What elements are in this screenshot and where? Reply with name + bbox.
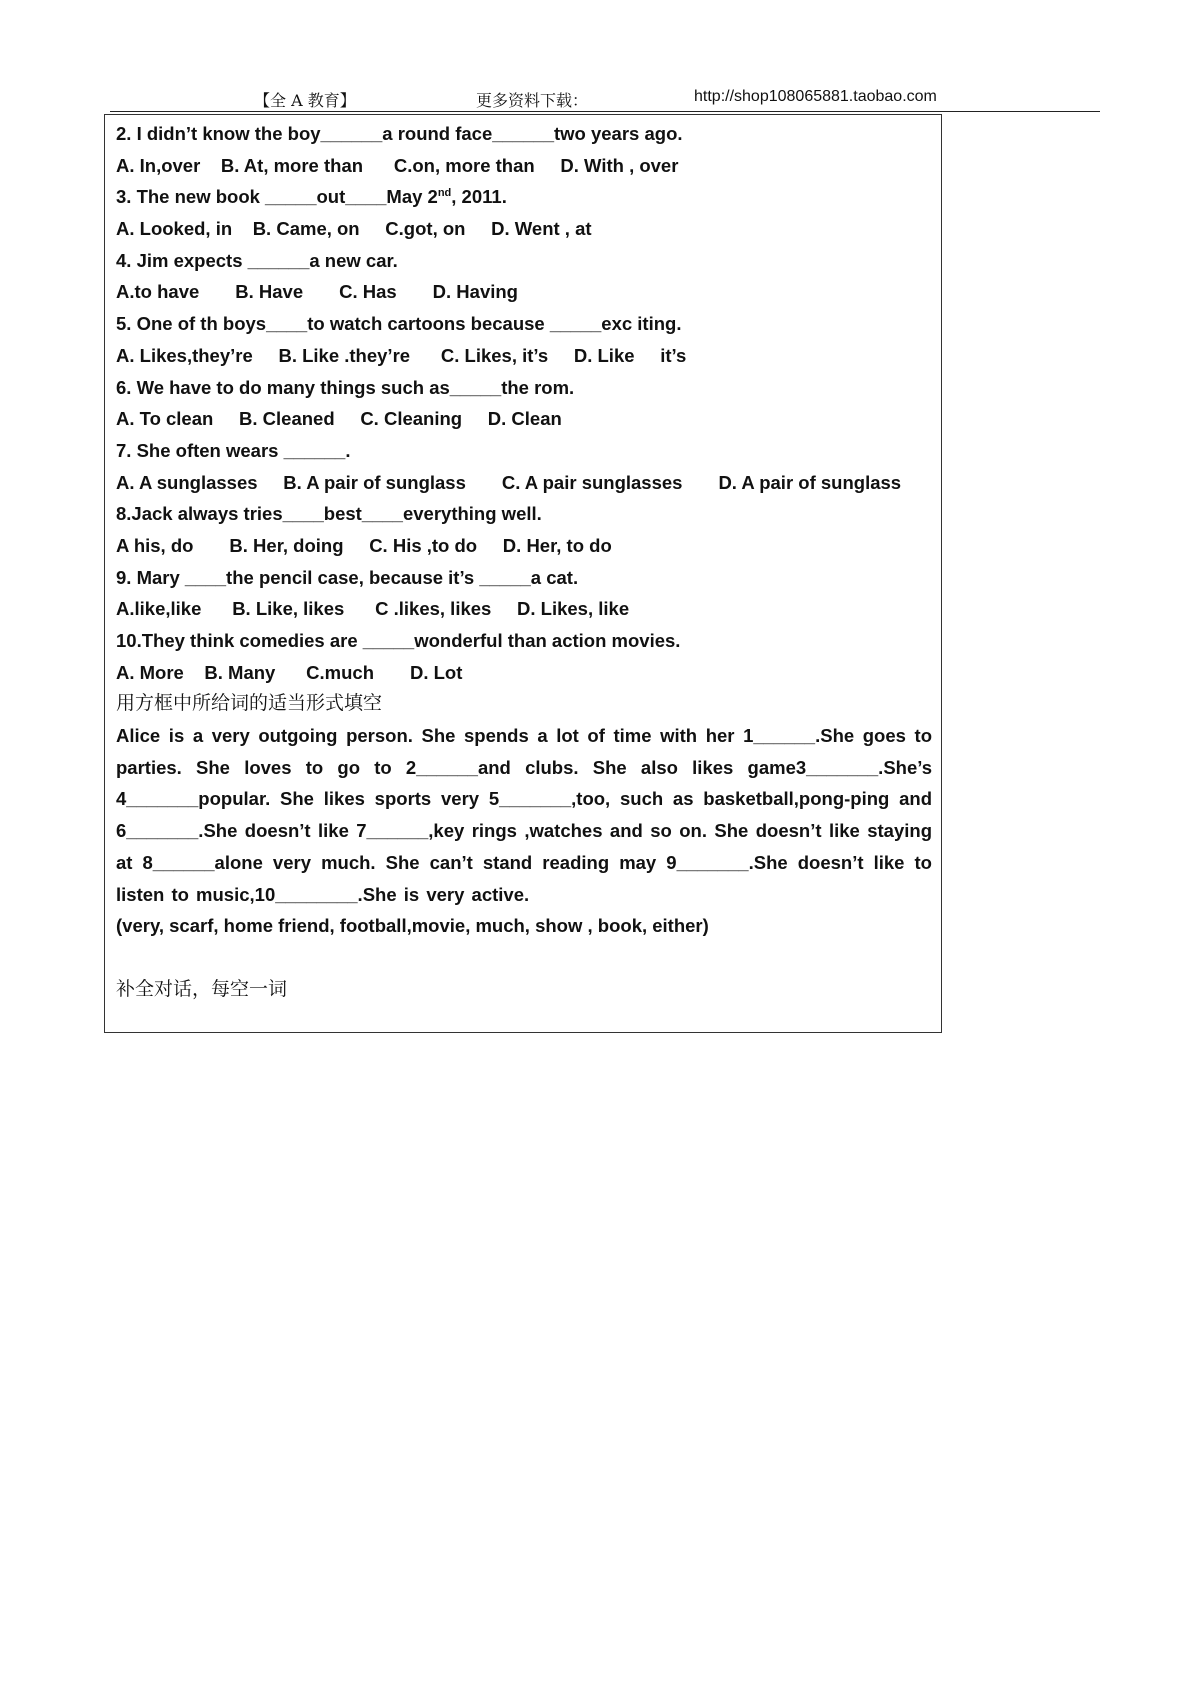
word-box: (very, scarf, home friend, football,movie, much, show , book, either): [116, 915, 709, 937]
fill-blank-passage: Alice is a very outgoing person. She spends a lot of time with her 1______.She goes to parties. She loves to go to 2______and clubs. She also likes game3_______.She’s 4_______popular. She likes sports very 5_______,too, such as basketball,pong-ping and 6_______.She doesn’t like 7______,key rings ,watches and so on. She doesn’t like staying at 8______alone very much. She can’t stand reading may 9_______.She doesn’t like to listen to music,10________.She is very active.: [116, 725, 932, 905]
question-stem: 5. One of th boys____to watch cartoons because _____exc iting.: [116, 313, 682, 335]
page-header: [0, 84, 1200, 112]
question-options: A. A sunglasses B. A pair of sunglass C. A pair sunglasses D. A pair of sunglass: [116, 471, 902, 493]
question-stem: 8.Jack always tries____best____everything well.: [116, 503, 542, 525]
question-options: A. To clean B. Cleaned C. Cleaning D. Clean: [116, 408, 562, 430]
section-title-dialogue: 补全对话，每空一词: [116, 977, 288, 1000]
ordinal-suffix: nd: [437, 187, 452, 200]
question-options: A.to have B. Have C. Has D. Having: [116, 281, 518, 303]
question-stem: 7. She often wears ______.: [116, 439, 351, 461]
question-options: A. In,over B. At, more than C.on, more than D. With , over: [116, 154, 679, 176]
worksheet-content: [116, 118, 932, 1005]
question-stem: 10.They think comedies are _____wonderful than action movies.: [116, 630, 681, 651]
question-stem: 2. I didn’t know the boy______a round face______two years ago.: [116, 123, 683, 144]
question-options: A. Looked, in B. Came, on C.got, on D. Went , at: [116, 218, 592, 240]
question-stem: 9. Mary ____the pencil case, because it’s _____a cat.: [116, 566, 579, 588]
header-download-label: 更多资料下载：: [476, 91, 589, 110]
question-options: A. More B. Many C.much D. Lot: [116, 661, 463, 683]
stem-text: 3. The new book _____out____May 2: [116, 186, 438, 208]
question-options: A. Likes,they’re B. Like .they’re C. Likes, it’s D. Like it’s: [116, 344, 687, 366]
header-brand: 【全 A 教育】: [254, 91, 356, 110]
question-options: A.like,like B. Like, likes C .likes, likes D. Likes, like: [116, 598, 630, 620]
stem-text: , 2011.: [451, 186, 507, 208]
header-url[interactable]: http://shop108065881.taobao.com: [694, 88, 937, 105]
section-title-fill-blank: 用方框中所给词的适当形式填空: [116, 692, 383, 715]
question-options: A his, do B. Her, doing C. His ,to do D. Her, to do: [116, 534, 612, 556]
blank-line: [116, 942, 932, 974]
question-stem: 6. We have to do many things such as_____the rom.: [116, 376, 575, 398]
header-divider: [110, 111, 1100, 112]
question-stem: 4. Jim expects ______a new car.: [116, 249, 398, 271]
question-stem: [116, 181, 932, 213]
